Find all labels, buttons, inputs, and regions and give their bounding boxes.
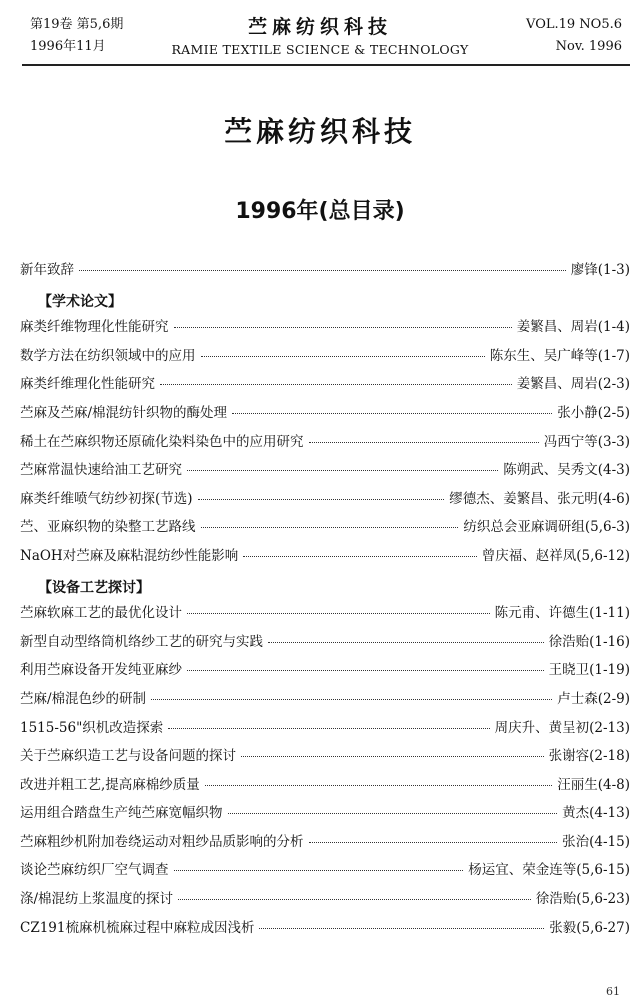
volume-en: VOL.19 NO5.6 [526,17,622,32]
leader-dots [151,699,552,700]
toc-entry[interactable] [20,658,630,687]
toc-entry[interactable] [20,372,630,401]
toc-entry-title: NaOH对苎麻及麻粘混纺纱性能影响 [20,547,239,564]
toc-entry[interactable] [20,487,630,516]
toc-entry-ref: 汪丽生(4-8) [557,776,630,793]
toc-entry-ref: 徐浩贻(5,6-23) [535,891,630,908]
page-title: 苎麻纺织科技 [223,115,416,148]
section-heading: 【设备工艺探讨】 [38,579,150,596]
leader-dots [160,384,512,385]
page-subtitle: 1996年(总目录) [235,199,405,224]
toc-entry[interactable] [20,801,630,830]
toc-entry[interactable] [20,858,630,887]
toc-entry-ref: 陈东生、吴广峰等(1-7) [489,347,630,364]
toc-entry[interactable] [20,744,630,773]
date-cn: 1996年11月 [30,39,106,54]
toc-entry[interactable] [20,601,630,630]
leader-dots [201,356,485,357]
toc-entry[interactable] [20,630,630,659]
toc-entry[interactable] [20,716,630,745]
toc-entry[interactable] [20,544,630,573]
section-heading: 【学术论文】 [38,293,122,310]
toc-entry-ref: 张小静(2-5) [557,404,630,421]
toc-entry-ref: 廖锋(1-3) [570,262,630,278]
date-en: Nov. 1996 [555,39,622,54]
leader-dots [174,870,464,871]
toc-entry[interactable] [20,401,630,430]
toc-entry-title: 1515-56"织机改造探索 [20,719,164,736]
leader-dots [243,556,477,557]
toc-entry-ref: 周庆升、黄呈初(2-13) [494,719,630,736]
leader-dots [309,442,539,443]
toc-entry-ref: 黄杰(4-13) [562,805,630,822]
toc-entry-ref: 缪德杰、姜繁昌、张元明(4-6) [449,490,630,507]
toc-entry-ref: 陈元甫、许德生(1-11) [494,605,630,622]
toc-entry-ref: 卢士森(2-9) [557,690,630,707]
toc-entry-ref: 杨运宜、荣金连等(5,6-15) [468,862,630,879]
toc-entry-title: 谈论苎麻纺织厂空气调查 [20,862,169,879]
toc-entry[interactable] [20,458,630,487]
toc-entry-title: 数学方法在纺织领域中的应用 [20,347,196,364]
leader-dots [187,613,490,614]
toc-entry-title: 苎麻常温快速给油工艺研究 [20,462,182,479]
toc-entry[interactable] [20,515,630,544]
toc-entry-ref: 纺织总会亚麻调研组(5,6-3) [463,519,630,536]
leader-dots [228,813,558,814]
toc-entry[interactable] [20,887,630,916]
toc-entry[interactable] [20,430,630,459]
toc-entry[interactable] [20,258,630,287]
leader-dots [201,527,459,528]
leader-dots [178,899,531,900]
toc-entry[interactable] [20,773,630,802]
toc-entry-title: 涤/棉混纺上浆温度的探讨 [20,891,174,908]
leader-dots [259,928,544,929]
toc-entry-title: 苎麻/棉混色纱的研制 [20,690,147,707]
toc-entry-title: 新型自动型络筒机络纱工艺的研究与实践 [20,633,263,650]
leader-dots [168,728,489,729]
toc-entry-title: 苎麻粗纱机附加卷绕运动对粗纱品质影响的分析 [20,833,304,850]
toc-entry-title: 麻类纤维物理化性能研究 [20,319,169,336]
toc-entry-ref: 张谢容(2-18) [548,748,630,765]
toc-entry-title: CZ191梳麻机梳麻过程中麻粒成因浅析 [20,919,255,936]
leader-dots [268,642,544,643]
header-issue-en [526,14,622,58]
toc-entry-ref: 张毅(5,6-27) [549,919,630,936]
toc-entry[interactable] [20,687,630,716]
toc-entry-ref: 张治(4-15) [562,833,630,850]
toc-entry-ref: 王晓卫(1-19) [548,662,630,679]
leader-dots [174,327,512,328]
toc-entry-title: 苎麻软麻工艺的最优化设计 [20,605,182,622]
toc-entry-ref: 冯西宁等(3-3) [543,433,630,450]
journal-name-en: RAMIE TEXTILE SCIENCE & TECHNOLOGY [171,42,469,57]
toc-entry-ref: 曾庆福、赵祥凤(5,6-12) [481,547,630,564]
toc-entry[interactable] [20,916,630,945]
toc-entry-ref: 姜繁昌、周岩(2-3) [516,376,630,393]
toc-entry-ref: 姜繁昌、周岩(1-4) [516,319,630,336]
leader-dots [79,270,566,271]
toc-entry-title: 改进并粗工艺,提高麻棉纱质量 [20,776,200,793]
leader-dots [187,670,544,671]
toc-entry[interactable] [20,315,630,344]
leader-dots [187,470,498,471]
toc-entry-title: 麻类纤维喷气纺纱初探(节选) [20,490,193,507]
toc-entry-title: 苎、亚麻织物的染整工艺路线 [20,519,196,536]
toc-entry-title: 稀土在苎麻织物还原硫化染料染色中的应用研究 [20,433,304,450]
toc-entry-ref: 陈朔武、吴秀文(4-3) [503,462,630,479]
leader-dots [241,756,544,757]
toc-entry-title: 关于苎麻织造工艺与设备问题的探讨 [20,748,236,765]
toc-entry-title: 苎麻及苎麻/棉混纺针织物的酶处理 [20,404,228,421]
toc-entry-title: 运用组合踏盘生产纯苎麻宽幅织物 [20,805,223,822]
toc-entry-ref: 徐浩贻(1-16) [548,633,630,650]
volume-cn: 第19卷 第5,6期 [30,17,124,32]
journal-name-cn: 苎麻纺织科技 [247,16,392,38]
toc-entry-title: 麻类纤维理化性能研究 [20,376,155,393]
table-of-contents [20,258,630,944]
leader-dots [205,785,552,786]
toc-entry[interactable] [20,344,630,373]
toc-entry-title: 新年致辞 [20,262,74,278]
leader-dots [232,413,552,414]
leader-dots [198,499,445,500]
page-number: 61 [606,985,620,998]
toc-entry-title: 利用苎麻设备开发纯亚麻纱 [20,662,182,679]
toc-entry[interactable] [20,830,630,859]
header-rule [22,64,630,66]
leader-dots [309,842,558,843]
